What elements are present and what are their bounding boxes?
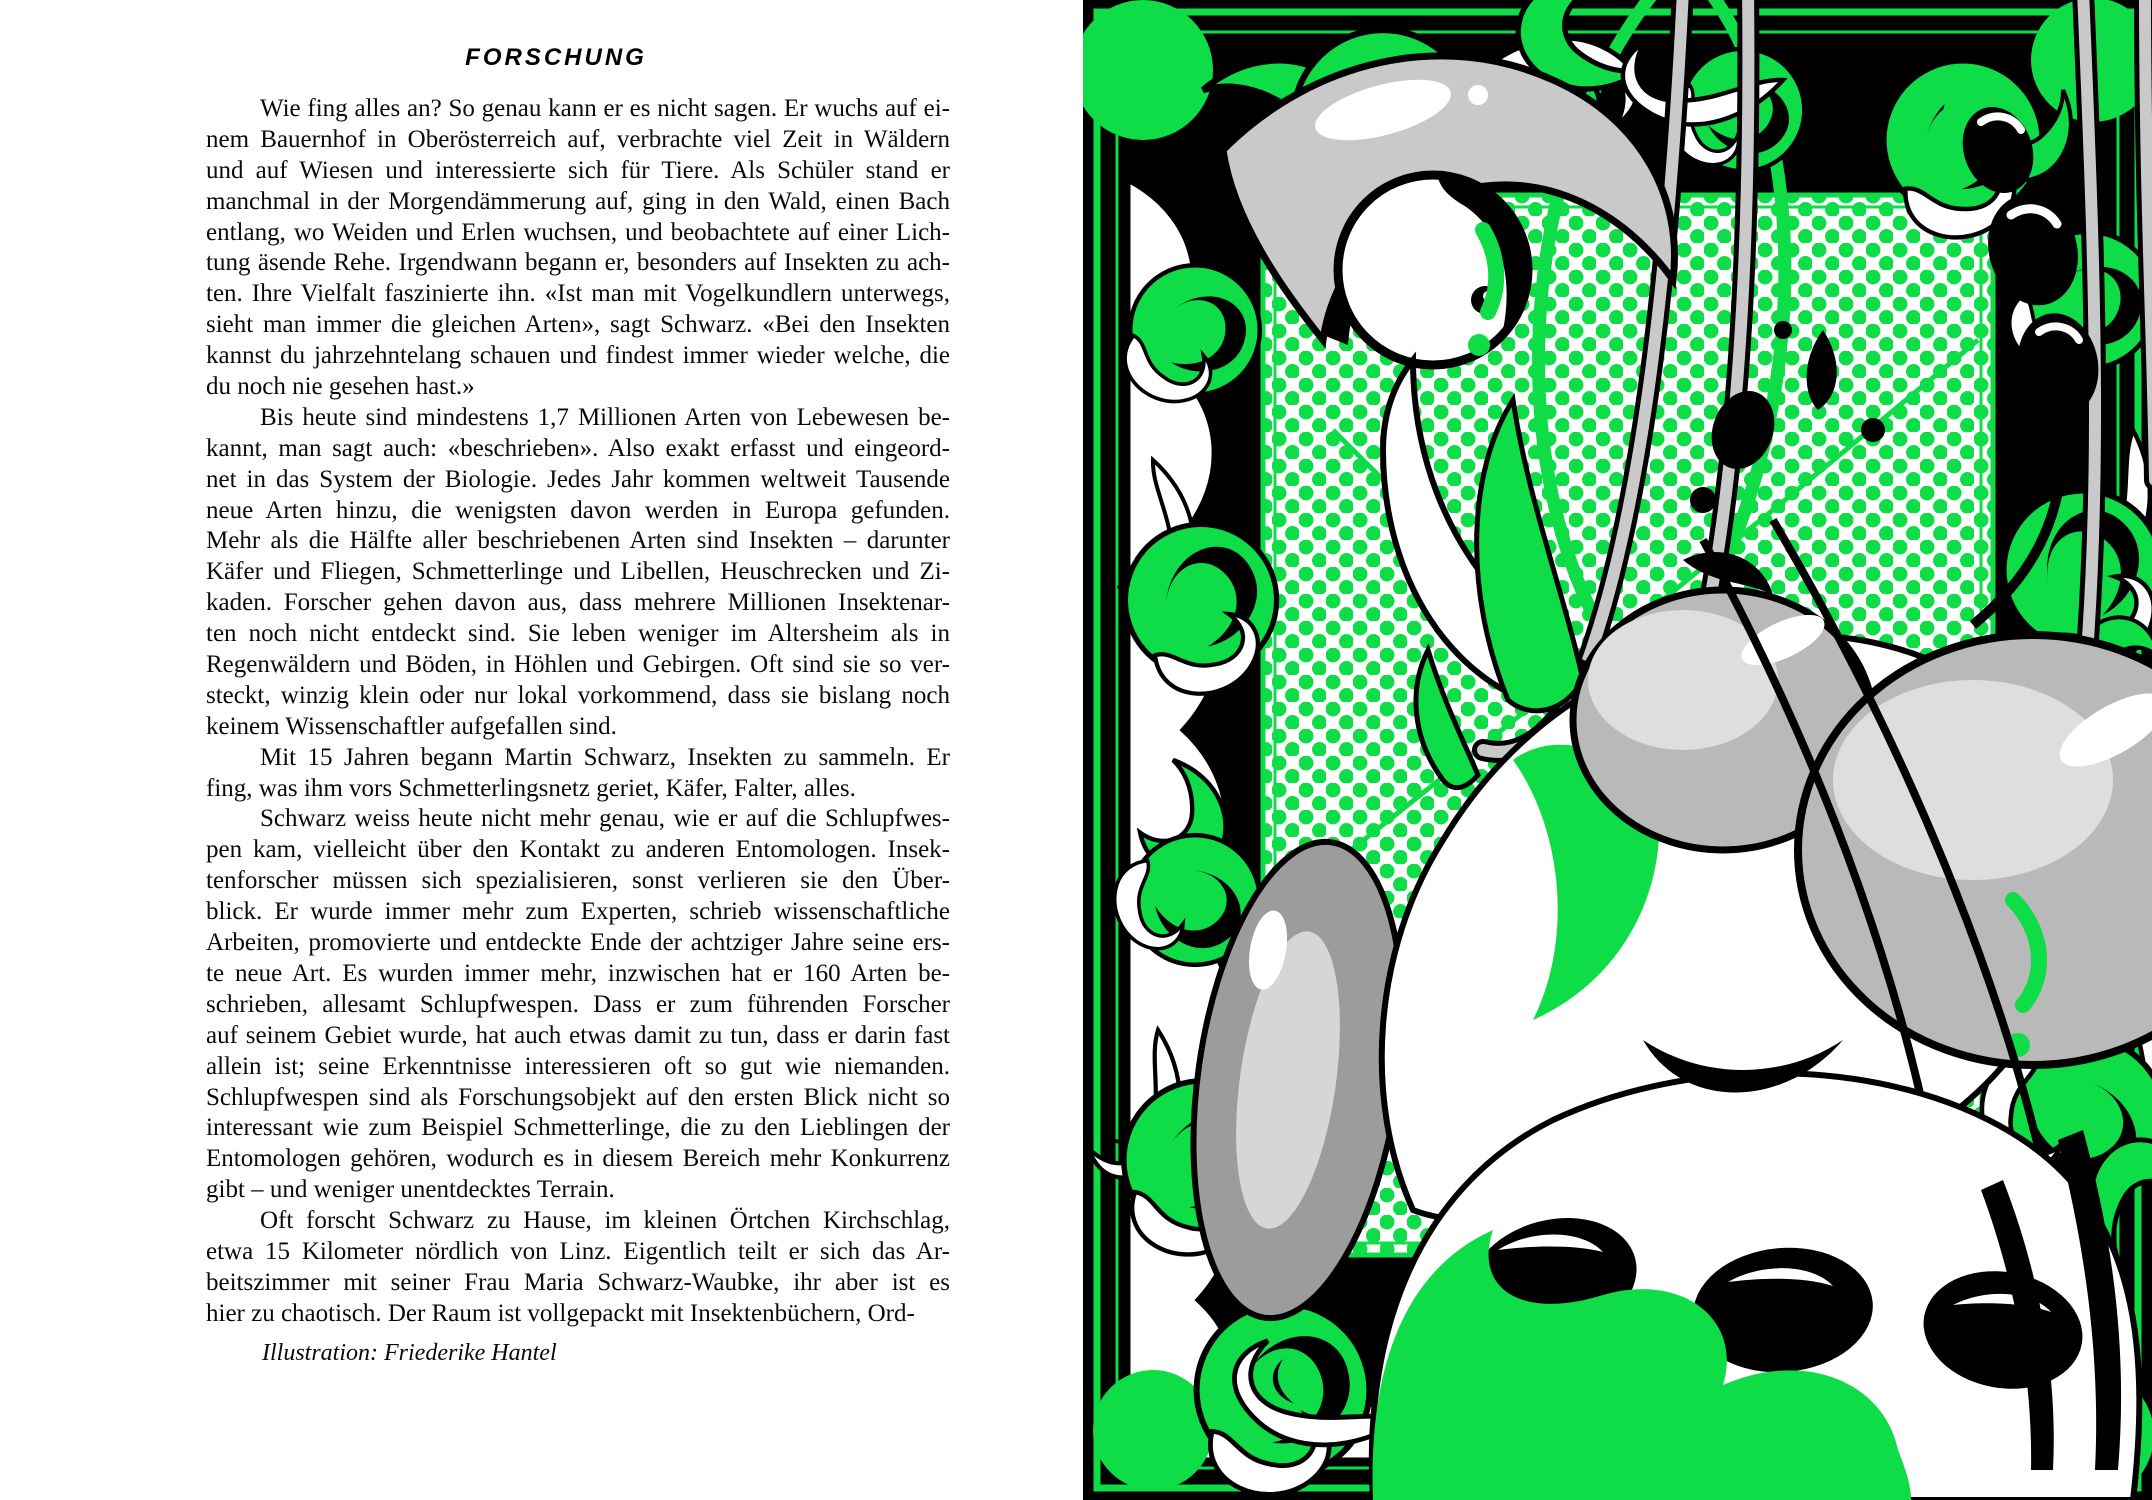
illustration-credit: Illustration: Friederike Hantel — [262, 1340, 557, 1366]
eyeball-droplet — [1338, 175, 1528, 365]
body-line: kannt, man sagt auch: «beschrieben». Also exakt erfasst und eingeord- — [206, 434, 950, 462]
body-line: keinem Wissenschaftler aufgefallen sind. — [206, 712, 617, 740]
body-line: Regenwäldern und Böden, in Höhlen und Gebirgen. Oft sind sie so ver- — [206, 651, 950, 679]
body-line: gibt – und weniger unentdecktes Terrain. — [206, 1176, 615, 1204]
insect-illustration — [1083, 0, 2152, 1500]
article-body — [206, 94, 950, 1330]
body-line: manchmal in der Morgendämmerung auf, ging in den Wald, einen Bach — [206, 187, 950, 215]
body-line: Schwarz weiss heute nicht mehr genau, wie er auf die Schlupfwes- — [260, 805, 950, 833]
body-line: allein ist; seine Erkenntnisse interessieren oft so gut wie niemanden. — [206, 1052, 950, 1080]
body-line: Mit 15 Jahren begann Martin Schwarz, Insekten zu sammeln. Er — [260, 743, 950, 771]
body-line: Oft forscht Schwarz zu Hause, im kleinen Örtchen Kirchschlag, — [260, 1207, 950, 1235]
body-line: sieht man immer die gleichen Arten», sagt Schwarz. «Bei den Insekten — [206, 311, 950, 339]
body-line: tenforscher müssen sich spezialisieren, sonst verlieren sie den Über- — [206, 867, 950, 895]
body-line: pen kam, vielleicht über den Kontakt zu anderen Entomologen. Insek- — [206, 836, 950, 864]
body-line: Wie fing alles an? So genau kann er es nicht sagen. Er wuchs auf ei- — [260, 95, 950, 122]
body-line: auf seinem Gebiet wurde, hat auch etwas damit zu tun, dass er darin fast — [206, 1021, 950, 1049]
body-line: entlang, wo Weiden und Erlen wuchsen, und beobachtete auf einer Lich- — [206, 218, 950, 246]
body-line: neue Arten hinzu, die wenigsten davon werden in Europa gefunden. — [206, 496, 950, 524]
body-line: etwa 15 Kilometer nördlich von Linz. Eigentlich teilt er sich das Ar- — [206, 1237, 950, 1265]
illustration-page — [1083, 0, 2152, 1500]
body-line: Käfer und Fliegen, Schmetterlinge und Libellen, Heuschrecken und Zi- — [206, 558, 950, 586]
body-line: du noch nie gesehen hast.» — [206, 373, 475, 401]
body-line: nem Bauernhof in Oberösterreich auf, verbrachte viel Zeit in Wäldern — [206, 125, 950, 153]
body-line: kannst du jahrzehntelang schauen und findest immer wieder welche, die — [206, 342, 950, 370]
body-line: Mehr als die Hälfte aller beschriebenen Arten sind Insekten – darunter — [206, 527, 950, 555]
body-line: Schlupfwespen sind als Forschungsobjekt auf den ersten Blick nicht so — [206, 1083, 950, 1111]
body-line: ten noch nicht entdeckt sind. Sie leben weniger im Altersheim als in — [206, 620, 950, 648]
body-line: schrieben, allesamt Schlupfwespen. Dass er zum führenden Forscher — [206, 990, 950, 1018]
body-line: Bis heute sind mindestens 1,7 Millionen Arten von Lebewesen be- — [260, 403, 950, 431]
body-line: te neue Art. Es wurden immer mehr, inzwischen hat er 160 Arten be- — [206, 959, 950, 987]
body-line: steckt, winzig klein oder nur lokal vorkommend, dass sie bislang noch — [206, 681, 950, 709]
body-line: net in das System der Biologie. Jedes Jahr kommen weltweit Tausende — [206, 465, 950, 493]
body-line: kaden. Forscher gehen davon aus, dass mehrere Millionen Insektenar- — [206, 589, 950, 617]
body-line: tung äsende Rehe. Irgendwann begann er, besonders auf Insekten zu ach- — [206, 249, 950, 277]
body-line: und auf Wiesen und interessierte sich für Tiere. Als Schüler stand er — [206, 156, 950, 184]
body-line: beitszimmer mit seiner Frau Maria Schwarz-Waubke, ihr aber ist es — [206, 1268, 950, 1296]
body-line: hier zu chaotisch. Der Raum ist vollgepackt mit Insektenbüchern, Ord- — [206, 1299, 915, 1327]
body-line: ten. Ihre Vielfalt faszinierte ihn. «Ist man mit Vogelkundlern unterwegs, — [206, 280, 950, 308]
body-line: fing, was ihm vors Schmetterlingsnetz geriet, Käfer, Falter, alles. — [206, 774, 856, 802]
body-line: blick. Er wurde immer mehr zum Experten, schrieb wissenschaftliche — [206, 898, 950, 926]
body-line: interessant wie zum Beispiel Schmetterlinge, die zu den Lieblingen der — [206, 1114, 950, 1142]
body-line: Arbeiten, promovierte und entdeckte Ende der achtziger Jahre seine ers- — [206, 929, 950, 957]
section-kicker: FORSCHUNG — [465, 44, 647, 71]
body-line: Entomologen gehören, wodurch es in diesem Bereich mehr Konkurrenz — [206, 1145, 950, 1173]
